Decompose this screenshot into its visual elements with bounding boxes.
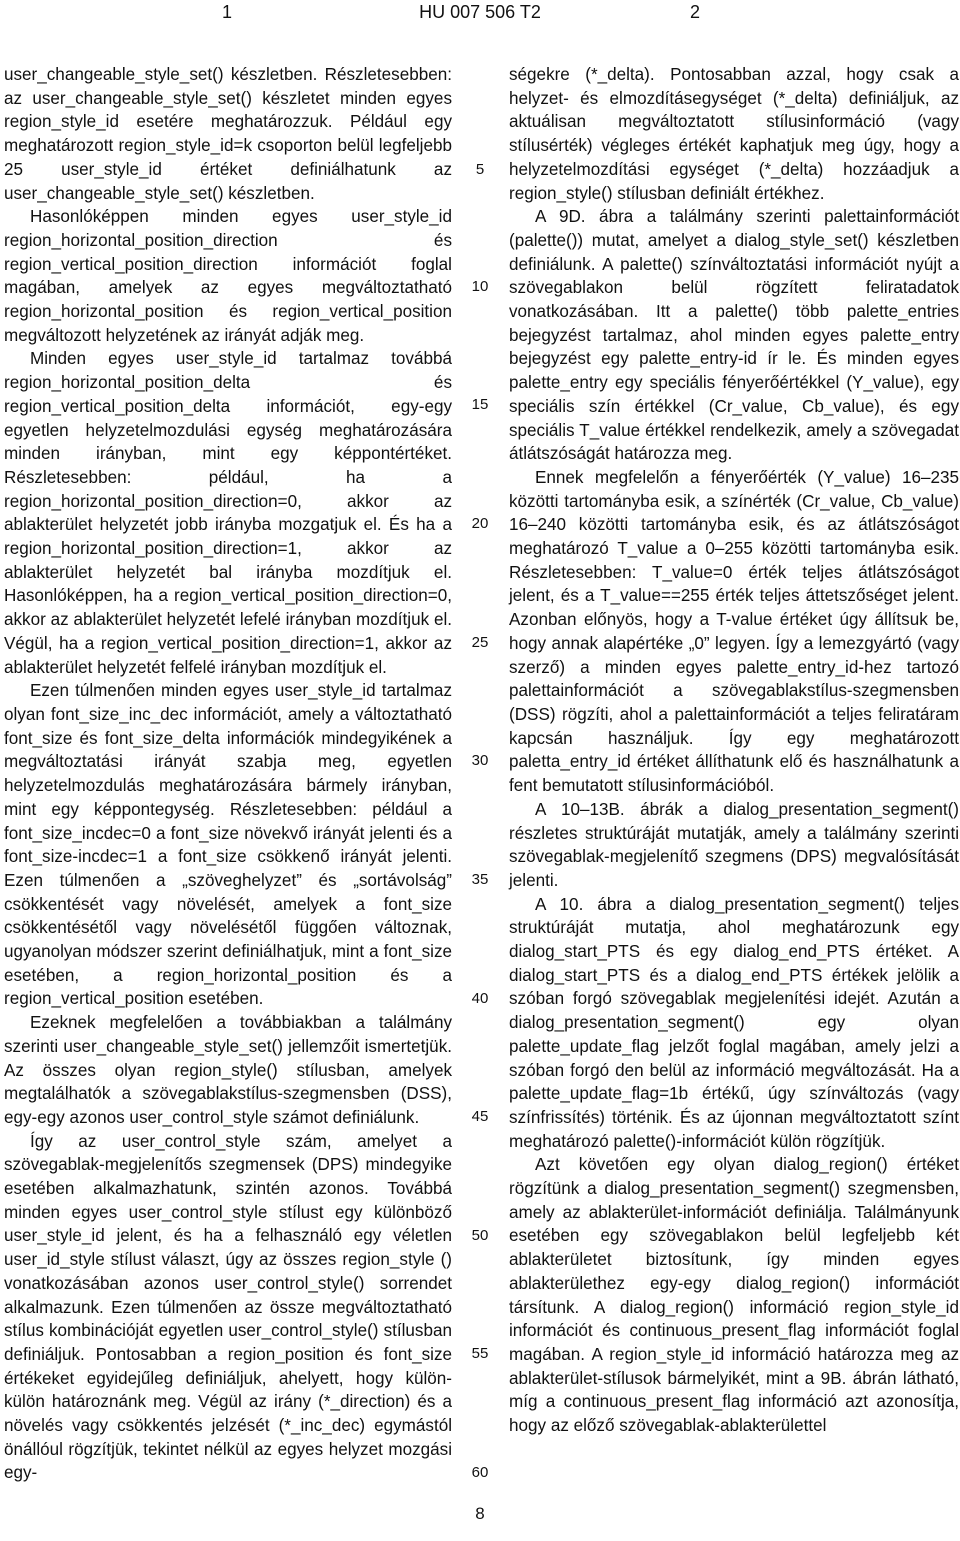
- paragraph: A 10–13B. ábrák a dialog_presentation_segment() részletes struktúráját mutatják, amely a találmány szerinti szövegablak-megjelenítő szegmens (DPS) megvalósítását jelenti.: [509, 799, 959, 890]
- line-number: 30: [471, 752, 489, 769]
- paragraph: ségekre (*_delta). Pontosabban azzal, hogy csak a helyzet- és elmozdításegységet (*_delta) definiáljuk, az aktuálisan megváltoztatott stílusinformáció (vagy stílusérték) végleges értékét kaphatjuk meg úgy, hogy a helyzetelmozdítási egységet (*_delta) hozzáadjuk a region_style() stílusban definiált értékhez.: [509, 65, 959, 203]
- paragraph: user_changeable_style_set() készletben. Részletesebben: az user_changeable_style_set() készletet minden egyes region_style_id esetére meghatározzuk. Például egy meghatározott region_style_id=k csoporton belül legfeljebb 25 user_style_id értéket definiálhatunk az user_changeable_style_set() készletben.: [4, 65, 452, 203]
- paragraph: Minden egyes user_style_id tartalmaz továbbá region_horizontal_position_delta és region_vertical_position_delta információt, egy-egy egyetlen helyzetelmozdulási egység meghatározására minden irányban, mint egy képpontértéket. Részletesebben: például, ha a region_horizontal_position_direction=0, akkor az ablakterület helyzetét jobb irányba mozgatjuk el. És ha a region_horizontal_position_direction=1, akkor az ablakterület helyzetét bal irányba mozdítjuk el. Hasonlóképpen, ha a region_vertical_position_direction=0, akkor az ablakterület helyzetét lefelé irányban mozdítjuk el. Végül, ha a region_vertical_position_direction=1, akkor az ablakterület helyzetét felfelé irányban mozdítjuk el.: [4, 349, 452, 677]
- page-number: 8: [475, 1504, 485, 1523]
- line-number: 60: [471, 1464, 489, 1481]
- paragraph: A 10. ábra a dialog_presentation_segment() teljes struktúráját mutatja, ahol meghatározunk egy dialog_start_PTS és egy dialog_end_PTS értéket. A dialog_start_PTS és a dialog_end_PTS értékek jelölik a szóban forgó szövegablak megjelenítési idejét. Azután a dialog_presentation_segment() egy olyan palette_update_flag jelzőt foglal magában, amely jelzi a szóban forgó den belül az információ megváltozását. Ha a palette_update_flag=1b értékű, úgy színváltozás (vagy színfrissítés) történik. És az újonnan megváltoztatott színt meghatározó palette()-információt külön rögzítjük.: [509, 894, 959, 1151]
- paragraph: Ezeknek megfelelően a továbbiakban a találmány szerinti user_changeable_style_set() jellemzőit ismertetjük. Az összes olyan region_style() stílusban, amelyek megtalálhatók a szövegablakstílus-szegmensben (DSS), egy-egy azonos user_control_style számot definiálunk.: [4, 1013, 452, 1127]
- right-text-column: [509, 63, 959, 1438]
- header-left-number: 1: [222, 2, 233, 22]
- line-number: 25: [471, 634, 489, 651]
- paragraph: Ennek megfelelőn a fényerőérték (Y_value) 16–235 közötti tartományba esik, a színérték (Cr_value, Cb_value) 16–240 közötti tartományba esik, és az átlátszóságot meghatározó T_value a 0–255 közötti tartományba esik. Részletesebben: T_value=0 érték teljes átlátszóságot jelent, és a T_value==255 érték teljes áttetszőséget jelent. Azonban előnyös, hogy a T-value értéket úgy állítsuk be, hogy annak alapértéke „0” legyen. Így a lemezgyártó (vagy szerző) a minden egyes palette_entry_id-hez tartozó palettainformációt a szövegablakstílus-szegmensben (DSS) rögzíti, ahol a palettainformációt a teljes feliratáram kapcsán használjuk. Így egy meghatározott paletta_entry_id értéket állíthatunk elő és használhatunk a fent bemutatott stílusinformációból.: [509, 467, 959, 796]
- left-text-column: [4, 63, 452, 1485]
- line-number: 20: [471, 515, 489, 532]
- line-number: 50: [471, 1227, 489, 1244]
- line-number: 5: [475, 161, 485, 178]
- line-number: 45: [471, 1108, 489, 1125]
- line-number: 55: [471, 1345, 489, 1362]
- paragraph: Hasonlóképpen minden egyes user_style_id region_horizontal_position_direction és region_vertical_position_direction információt foglal magában, amelyek az egyes megváltoztatható region_horizontal_position és region_vertical_position megváltozott helyzetének az irányát adják meg.: [4, 207, 452, 345]
- line-number: 35: [471, 871, 489, 888]
- line-number: 10: [471, 278, 489, 295]
- paragraph: Ezen túlmenően minden egyes user_style_id tartalmaz olyan font_size_inc_dec információt, amely a változtatható font_size és font_size_delta információk mindegyikének a megváltoztatási irányát szabja meg, egyetlen helyzetelmozdulás meghatározására bármely irányban, mint egy képpontegység. Részletesebben: például a font_size_incdec=0 a font_size növekvő irányát jelenti és a font_size-incdec=1 a font_size csökkenő irányát jelenti. Ezen túlmenően a „szöveghelyzet” és „sortávolság” csökkentését vagy növelését, amelyek a font_size csökkentésétől vagy növelésétől függően változnak, ugyanolyan módszer szerint definiálhatjuk, mint a font_size esetében, a region_horizontal_position és a region_vertical_position esetében.: [4, 681, 452, 1009]
- header-right-number: 2: [690, 2, 701, 22]
- paragraph: A 9D. ábra a találmány szerinti palettainformációt (palette()) mutat, amelyet a dialog_style_set() készletben definiálunk. A palette() színváltoztatási információt nyújt a szövegablakon belül rögzített feliratadatok vonatkozásában. Itt a palette() több palette_entries bejegyzést tartalmaz, ahol minden egyes palette_entry bejegyzést egy palette_entry-id ír le. És minden egyes palette_entry egy speciális fényerőértékkel (Y_value), egy speciális szín értékkel (Cr_value, Cb_value), és egy speciális T_value értékkel rendelkezik, amely a szövegadat átlátszóságát határozza meg.: [509, 207, 959, 464]
- paragraph: Azt követően egy olyan dialog_region() értéket rögzítünk a dialog_presentation_segment() szegmensben, amely az ablakterület-információt definiálja. Találmányunk esetében egy szövegablakon belül legfeljebb két ablakterületet biztosítunk, így minden egyes ablakterülethez egy-egy dialog_region() információt társítunk. A dialog_region() információ region_style_id információt és continuous_present_flag információt foglal magában. A region_style_id információ határozza meg az ablakterület-stílusok bármelyikét, mint a 9B. ábrán látható, míg a continuous_present_flag információ azt azonosítja, hogy az előző szövegablak-ablakterülettel: [509, 1155, 959, 1436]
- line-number: 15: [471, 396, 489, 413]
- line-number: 40: [471, 990, 489, 1007]
- header-patent-id: HU 007 506 T2: [419, 2, 541, 22]
- paragraph: Így az user_control_style szám, amelyet a szövegablak-megjelenítős szegmensek (DPS) mindegyike esetében alkalmazhatunk, szintén azonos. Továbbá minden egyes user_control_style stílust egy különböző user_style_id jelent, és ha a felhasználó egy véletlen user_id_style stílust választ, úgy az összes region_style () vonatkozásában azonos user_control_style() sorrendet alkalmazunk. Ezen túlmenően az össze megváltoztatható stílus kombinációját egyetlen user_control_style() stílusban definiáljuk. Pontosabban a region_position és font_size értékeket egyidejűleg definiáljuk, ahelyett, hogy külön-külön határoznánk meg. Végül az irány (*_direction) és a növelés vagy csökkentés jelzését (*_inc_dec) egymástól önállóul rögzítjük, tekintet nélkül az egyes helyzet mozgási egy-: [4, 1131, 452, 1483]
